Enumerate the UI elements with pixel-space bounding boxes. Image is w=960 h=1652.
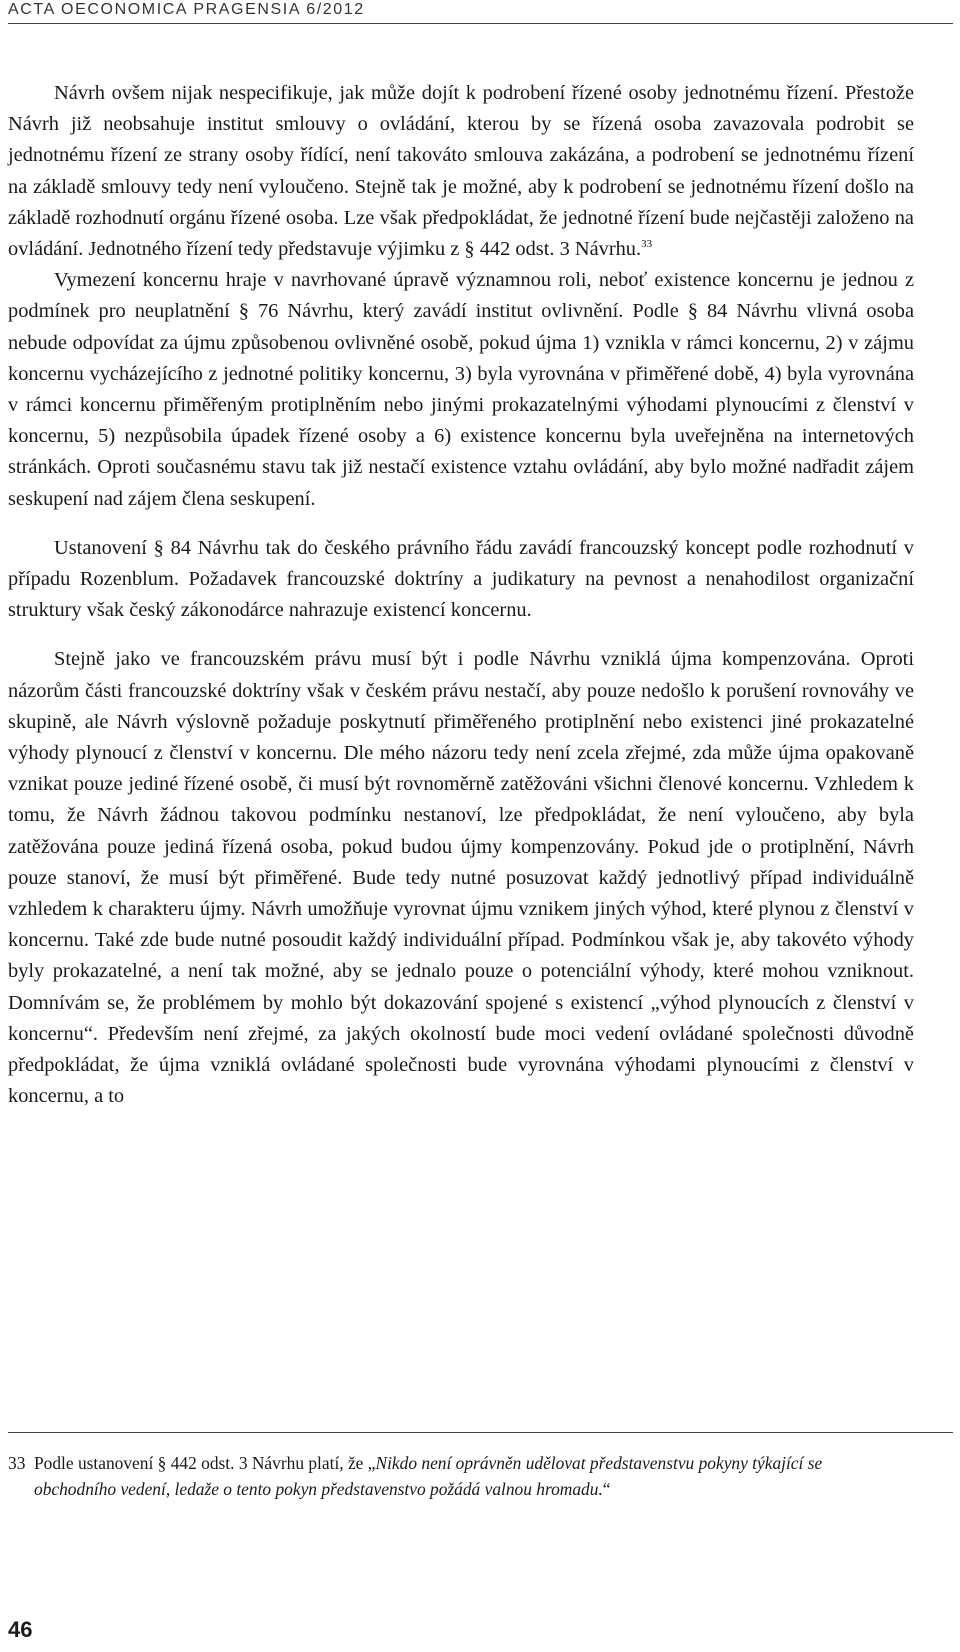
paragraph-4: Stejně jako ve francouzském právu musí být i podle Návrhu vzniklá újma kompenzována. Oproti názorům části francouzské doktríny však v českém právu nestačí, aby pouze nedošlo k porušení rovnováhy ve skupině, ale Návrh výslovně požaduje poskytnutí přiměřeného protiplnění nebo existenci jiné prokazatelné výhody plynoucí z členství v koncernu. Dle mého názoru tedy není zcela zřejmé, zda může újma opakovaně vznikat pouze jediné řízené osobě, či musí být rovnoměrně zatěžováni všichni členové koncernu. Vzhledem k tomu, že Návrh žádnou takovou podmínku nestanoví, lze předpokládat, že není vyloučeno, aby byla zatěžována pouze jediná řízená osoba, pokud budou újmy kompenzovány. Pokud jde o protiplnění, Návrh pouze stanoví, že musí být přiměřené. Bude tedy nutné posuzovat každý jednotlivý případ individuálně vzhledem k charakteru újmy. Návrh umožňuje vyrovnat újmu vznikem jiných výhod, které plynou z členství v koncernu. Také zde bude nutné posoudit každý individuální případ. Podmínkou však je, aby takovéto výhody byly prokazatelné, a není tak možné, aby se jednalo pouze o potenciální výhody, které mohou vzniknout. Domnívám se, že problémem by mohlo být dokazování spojené s existencí „výhod plynoucích z členství v koncernu“. Především není zřejmé, za jakých okolností bude moci vedení ovládané společnosti důvodně předpokládat, že újma vzniklá ovládané společnosti bude vyrovnána výhodami plynoucími z členství v koncernu, a to xyxy=(8,648,914,1108)
paragraph-1-text: Návrh ovšem nijak nespecifikuje, jak může dojít k podrobení řízené osoby jednotnému řízení. Přestože Návrh již neobsahuje institut smlouvy o ovládání, kterou by se řízená osoba zavazovala podrobit se jednotnému řízení ze strany osoby řídící, není takováto smlouva zakázána, a podrobení se jednotnému řízení na základě smlouvy tedy není vyloučeno. Stejně tak je možné, aby k podrobení se jednotnému řízení došlo na základě rozhodnutí orgánu řízené osoba. Lze však předpokládat, že jednotné řízení bude nejčastěji založeno na ovládání. Jednotného řízení tedy představuje výjimku z § 442 odst. 3 Návrhu. xyxy=(8,82,914,261)
footnote-rule xyxy=(8,1432,953,1433)
header-rule xyxy=(8,23,953,24)
footnote-text-end: “ xyxy=(602,1479,611,1499)
main-text xyxy=(8,78,914,1113)
footnote-text-start: Podle ustanovení § 442 odst. 3 Návrhu platí, že „ xyxy=(34,1453,376,1473)
footnote-quote: Nikdo není oprávněn udělovat představenstvu pokyny týkající se obchodního vedení, ledaže o tento pokyn představenstvo požádá valnou hromadu. xyxy=(34,1453,823,1499)
footnote-number: 33 xyxy=(8,1453,26,1473)
paragraph-2: Vymezení koncernu hraje v navrhované úpravě významnou roli, neboť existence koncernu je jednou z podmínek pro neuplatnění § 76 Návrhu, který zavádí institut ovlivnění. Podle § 84 Návrhu vlivná osoba nebude odpovídat za újmu způsobenou ovlivněné osobě, pokud újma 1) vznikla v rámci koncernu, 2) v zájmu koncernu vycházejícího z jednotné politiky koncernu, 3) byla vyrovnána v přiměřené době, 4) byla vyrovnána v rámci koncernu přiměřeným protiplněním nebo jinými prokazatelnými výhodami plynoucími z členství v koncernu, 5) nezpůsobila úpadek řízené osoby a 6) existence koncernu byla uveřejněna na internetových stránkách. Oproti současnému stavu tak již nestačí existence vztahu ovládání, aby bylo možné nadřadit zájem seskupení nad zájem člena seskupení. xyxy=(8,269,914,510)
page-number: 46 xyxy=(8,1617,33,1642)
footnote-ref-33[interactable]: 33 xyxy=(641,238,653,251)
running-head: ACTA OECONOMICA PRAGENSIA 6/2012 xyxy=(8,1,365,18)
paragraph-1 xyxy=(8,78,914,265)
footnote-33 xyxy=(8,1450,908,1502)
paragraph-3: Ustanovení § 84 Návrhu tak do českého právního řádu zavádí francouzský koncept podle rozhodnutí v případu Rozenblum. Požadavek francouzské doktríny a judikatury na pevnost a nenahodilost organizační struktury však český zákonodárce nahrazuje existencí koncernu. xyxy=(8,536,914,622)
footnote-text xyxy=(34,1450,908,1502)
